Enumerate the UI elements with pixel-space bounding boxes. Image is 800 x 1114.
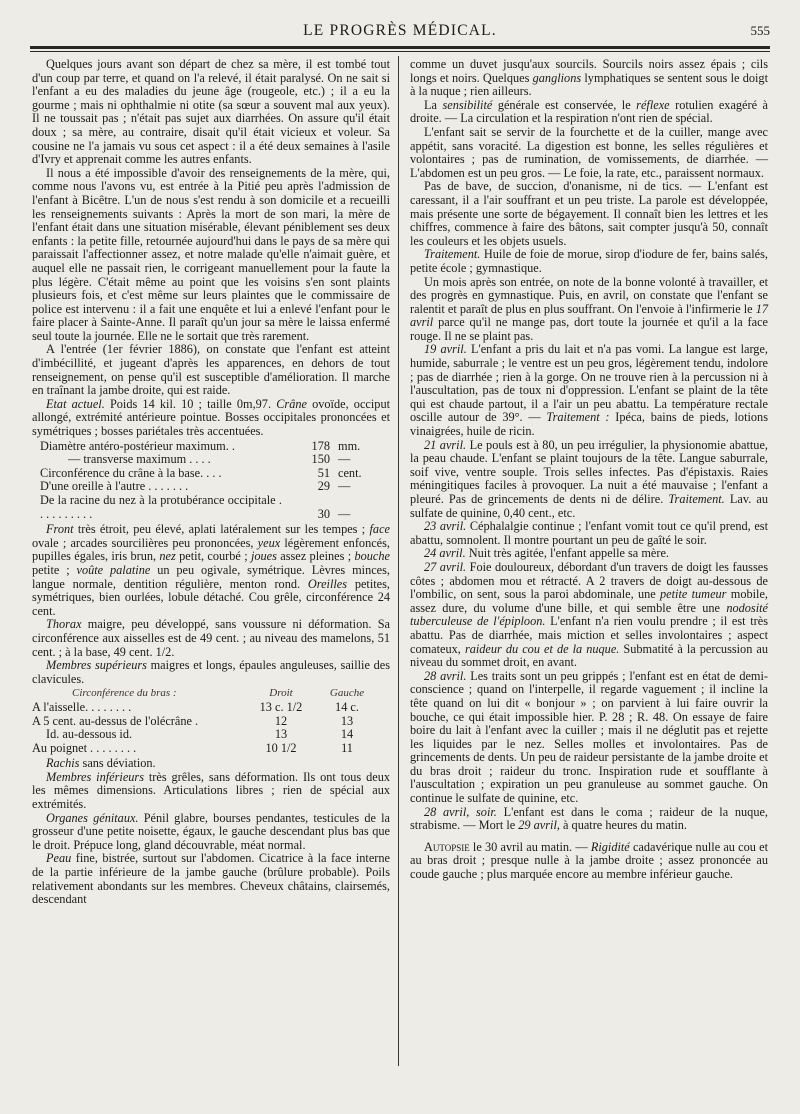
page-header: [30, 20, 770, 48]
column-divider: [398, 56, 399, 1066]
table-row: Au poignet . . . . . . . . 10 1/2 11: [32, 740, 353, 755]
table-row: A 5 cent. au-dessus de l'olécrâne . 12 13: [32, 713, 354, 728]
section-lead: Etat actuel.: [46, 396, 105, 411]
paragraph: Etat actuel. Poids 14 kil. 10 ; taille 0m,97. Crâne ovoïde, occiput allongé, extrémité antérieure pointue. Bosses occipitales prononcées et symétriques ; bosses pariétales très accentuées.: [32, 396, 391, 439]
paragraph: Membres inférieurs très grêles, sans déformation. Ils ont tous deux les mêmes dimensions. Articulations libres ; rien de spécial aux extrémités.: [32, 769, 391, 812]
paragraph: comme un duvet jusqu'aux sourcils. Sourcils noirs assez épais ; cils longs et noirs. Quelques ganglions lymphatiques se sentent sous le doigt à la nuque ; rien ailleurs.: [410, 57, 768, 99]
table-row: A l'aisselle. . . . . . . . 13 c. 1/2 14 c.: [32, 699, 359, 714]
header-rule-thin: [30, 51, 770, 52]
paragraph: 27 avril. Foie douloureux, débordant d'un travers de doigt les fausses côtes ; abdomen mou et rétracté. A 2 travers de doigt au-dessous de l'ombilic, on sent, sous la paroi abdominale, une petite tumeur mobile, assez dure, du volume d'une bille, et qui semble être une nodosité tuberculeuse de l'épiploon. L'enfant n'a rien voulu prendre ; il est très abattu. Pas de diarrhée, mais miction et selles involontaires ; aspect comateux, raideur du cou et de la nuque. Submatité à la percussion au niveau du sommet droit, en avant.: [410, 559, 769, 670]
journal-title: LE PROGRÈS MÉDICAL.: [303, 22, 497, 39]
skull-measurements-table: [40, 440, 380, 522]
table-row: Id. au-dessous id. 13 14: [46, 727, 354, 742]
paragraph: Membres supérieurs maigres et longs, épaules anguleuses, saillie des clavicules.: [32, 658, 390, 686]
page-number: 555: [750, 23, 770, 38]
paragraph: Front très étroit, peu élevé, aplati latéralement sur les tempes ; face ovale ; arcades sourcilières peu prononcées, yeux légèrement enfoncés, pupilles égales, iris brun, nez petit, courbé ; joues assez pleines ; bouche petite ; voûte palatine un peu ogivale, symétrique. Lèvres minces, langue normale, dentition régulière, menton rond. Oreilles petites, symétriques, bien ourlées, lobule détaché. Cou grêle, circonférence 24 cent.: [32, 522, 390, 618]
paragraph: Organes génitaux. Pénil glabre, bourses pendantes, testicules de la grosseur d'une petite noisette, égaux, le gauche descendant plus bas que le droit. Prépuce long, gland découvrable, méat normal.: [32, 810, 390, 852]
paragraph: Un mois après son entrée, on note de la bonne volonté à travailler, et des progrès en gymnastique. Puis, en avril, on constate que l'enfant se ralentit et paraît de plus en plus souffrant. On l'envoie à l'infirmerie le 17 avril parce qu'il ne mange pas, dort toute la journée et qu'il a la face rouge. Il ne se plaint pas.: [410, 274, 768, 343]
table-header-row: Circonférence du bras : Droit Gauche: [72, 687, 365, 700]
paragraph: L'enfant sait se servir de la fourchette et de la cuiller, mange avec appétit, sans voracité. La digestion est bonne, les selles régulières et volontaires ; pas de rumination, de vomissements, de diarrhée. — L'abdomen est un peu gros. — Le foie, la rate, etc., paraissent normaux.: [410, 124, 768, 180]
arm-circumference-table: [32, 687, 382, 755]
paragraph: Rachis sans déviation.: [46, 756, 156, 771]
paragraph: A l'entrée (1er février 1886), on constate que l'enfant est atteint d'imbécillité, et jugeant d'après les apparences, en dehors de tout renseignement, on pense qu'il est susceptible d'amélioration. Il marche en traînant la jambe droite, qui est raide.: [32, 342, 390, 398]
paragraph: Il nous a été impossible d'avoir des renseignements de la mère, qui, comme nous l'avons vu, est entrée à la Pitié peu après l'admission de l'enfant à Bicêtre. L'un de nous s'est rendu à son domicile et a recueilli les renseignements suivants : Après la mort de son mari, la mère de l'enfant était dans une situation misérable, élevant péniblement ses deux enfants : la petite fille, retournée aujourd'hui dans le pays de sa mère qui paraissait l'affectionner assez, et notre malade qu'elle n'aimait guère, et auquel elle ne passait rien, le corrigeant manuellement pour la faute la plus légère. C'était même au point que les voisins s'en sont plaints plusieurs fois, et c'est même sur leurs plaintes que le commissaire de police est intervenu : il a fait une enquête et lui a enlevé l'enfant pour le faire placer à Sainte-Anne. Il paraît qu'un jour sa mère le laissa enfermé seul toute la journée. Elle ne le sortait que très rarement.: [32, 165, 390, 343]
table-row: D'une oreille à l'autre . . . . . . . 29 —: [40, 479, 351, 494]
paragraph: 23 avril. Céphalalgie continue ; l'enfant vomit tout ce qu'il prend, est abattu, somnolent. Il montre pourtant un peu de gaîté le soir.: [410, 519, 769, 547]
table-row: — transverse maximum . . . . 150 —: [68, 452, 351, 467]
paragraph: 28 avril. Les traits sont un peu grippés ; l'enfant est en état de demi-conscience ; quand on l'interpelle, il regarde vaguement ; il incline la tête quand on lui dit « bonjour » ; on parvient à lui faire ouvrir la bouche, ce qui était impossible hier. P. 28 ; R. 48. On essaye de faire boire du lait à l'enfant avec la cuiller ; mais il ne déglutit pas et rejette les liquides par le nez. Selles molles et involontaires. Pas de grincements de dents. Un peu de raideur persistante de la jambe droite et du bras droit ; raideur du tronc. Inspiration rude et soufflante à l'auscultation ; expiration un peu granuleuse au sommet gauche. On continue le sulfate de quinine, etc.: [410, 668, 769, 806]
section-lead: Autopsie: [424, 839, 470, 854]
table-row: De la racine du nez à la protubérance occipitale . . . . . . . . . . 30 —: [40, 493, 351, 521]
paragraph: La sensibilité générale est conservée, le réflexe rotulien exagéré à droite. — La circulation et la respiration n'ont rien de spécial.: [410, 97, 769, 126]
paragraph: Quelques jours avant son départ de chez sa mère, il est tombé tout d'un coup par terre, et quand on l'a relevé, il était paralysé. On ne sait si l'enfant a eu des maladies du jeune âge (rougeole, etc.) ; il a eu la gourme ; mais ni ophthalmie ni otite (sa sœur a souvent mal aux yeux). Il ne toussait pas ; n'était pas sujet aux diarrhées. On assure qu'il était doux ; sa mère, au contraire, disait qu'il était vicieux et voleur. Sa cousine ne l'a jamais vu sous cet aspect : il a été deux semaines à l'asile d'Ivry et apprenait comme les autres enfants.: [32, 57, 390, 167]
paragraph: 28 avril, soir. L'enfant est dans le coma ; raideur de la nuque, strabisme. — Mort le 29 avril, à quatre heures du matin.: [410, 804, 768, 833]
header-rule-thick: [30, 46, 770, 49]
paragraph: 24 avril. Nuit très agitée, l'enfant appelle sa mère.: [424, 546, 669, 561]
paragraph: 19 avril. L'enfant a pris du lait et n'a pas vomi. La langue est large, humide, saburrale ; le ventre est un peu gros, légèrement tendu, indolore ; pas de diarrhée ; rien à la gorge. On ne trouve rien à la percussion ni à l'auscultation, pas de toux ni d'oppression. L'enfant se plaint de la tête qui est chaude partout, il a l'air un peu abattu. La température rectale oscille autour de 39°. — Traitement : Ipéca, bains de pieds, lotions vinaigrées, huile de ricin.: [410, 342, 768, 439]
table-row: Diamètre antéro-postérieur maximum. . 178 mm.: [40, 438, 361, 453]
paragraph: Autopsie le 30 avril au matin. — Rigidité cadavérique nulle au cou et au bras droit ; presque nulle à la jambe droite ; assez prononcée au coude gauche ; plus marquée encore au membre inférieur gauche.: [410, 839, 768, 882]
paragraph: Thorax maigre, peu développé, sans voussure ni déformation. Sa circonférence aux aisselles est de 49 cent. ; au niveau des mamelons, 51 cent. ; à la base, 49 cent. 1/2.: [32, 617, 390, 659]
table-row: Circonférence du crâne à la base. . . . 51 cent.: [40, 465, 362, 480]
paragraph: Pas de bave, de succion, d'onanisme, ni de tics. — L'enfant est caressant, il a l'air souffrant et un peu triste. La parole est développée, mais présente une sorte de bégayement. Il connaît bien les lettres et les chiffres, commence à faire des bâtons, sait compter jusqu'à 50, connaît les couleurs et les objets usuels.: [410, 179, 768, 248]
right-column: [410, 58, 768, 882]
paragraph: 21 avril. Le pouls est à 80, un peu irrégulier, la physionomie abattue, la peau chaude. L'enfant se plaint toujours de la tête. Langue saburrale, soif vive, ventre souple. Trois selles infectes. Pas d'épistaxis. Raies méningitiques faciles à provoquer. La nuit a été mauvaise ; l'enfant a pleuré. Pas de grincements de dents ni de délire. Traitement. Lav. au sulfate de quinine, 0,40 cent., etc.: [410, 437, 768, 520]
paragraph: Peau fine, bistrée, surtout sur l'abdomen. Cicatrice à la face interne de la partie inférieure de la jambe gauche (brûlure probable). Poils relativement abondants sur les membres. Cheveux châtains, clairsemés, descendant: [32, 851, 390, 907]
paragraph: Traitement. Huile de foie de morue, sirop d'iodure de fer, bains salés, petite école ; gymnastique.: [410, 247, 768, 275]
left-column: [32, 58, 390, 907]
